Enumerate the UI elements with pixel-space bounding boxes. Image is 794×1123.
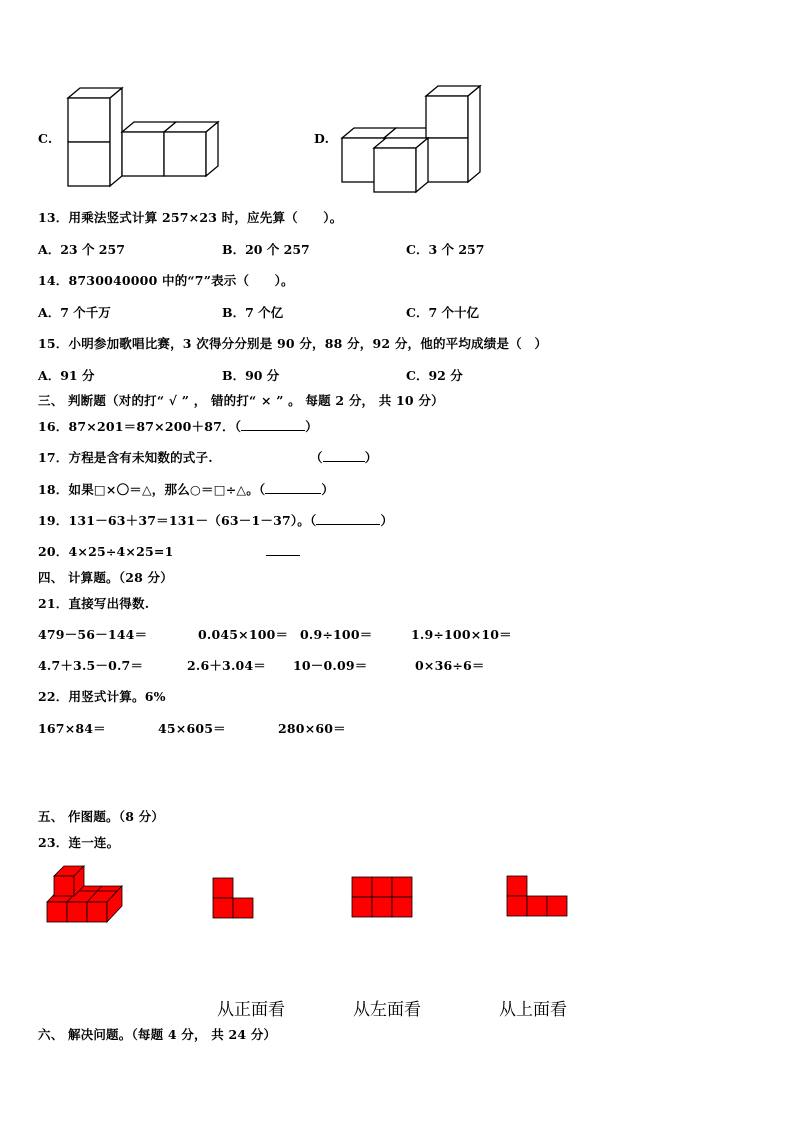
q13-option-b[interactable]: B．20 个 257 xyxy=(222,242,310,257)
q17-paren-open: （ xyxy=(310,450,323,465)
q18-answer-blank[interactable] xyxy=(265,481,321,494)
section-6-heading: 六、 解决问题。（每题 4 分， 共 24 分） xyxy=(38,1027,277,1042)
q16 xyxy=(38,417,318,435)
q21-stem: 21．直接写出得数. xyxy=(38,596,150,611)
q21-r2-c2: 2.6＋3.04＝ xyxy=(187,658,266,673)
q21-r2-c1: 4.7＋3.5－0.7＝ xyxy=(38,658,144,673)
q15-option-a[interactable]: A．91 分 xyxy=(38,368,95,383)
q22-item-1: 167×84＝ xyxy=(38,721,106,736)
q16-paren-close: ） xyxy=(305,419,318,434)
q21-r1-c2: 0.045×100＝ xyxy=(198,627,289,642)
q13-option-a[interactable]: A．23 个 257 xyxy=(38,242,125,257)
q18-text: 18．如果□×〇＝△，那么○＝□÷△。 xyxy=(38,482,259,497)
q22-item-3: 280×60＝ xyxy=(278,721,346,736)
q14-option-b[interactable]: B．7 个亿 xyxy=(222,305,284,320)
q16-answer-blank[interactable] xyxy=(241,418,305,431)
q21-r1-c4: 1.9÷100×10＝ xyxy=(411,627,512,642)
q18-paren-open: （ xyxy=(258,482,266,497)
q22-item-2: 45×605＝ xyxy=(158,721,226,736)
q23-view-left-label: 从左面看 xyxy=(353,1000,421,1020)
q15-option-c[interactable]: C．92 分 xyxy=(406,368,463,383)
q17-paren-close: ） xyxy=(364,450,378,465)
q20-answer-blank[interactable] xyxy=(266,543,300,556)
q15-stem: 15．小明参加歌唱比赛，3 次得分分别是 90 分，88 分，92 分，他的平均成绩是（ ） xyxy=(38,336,548,351)
q21-r1-c1: 479－56－144＝ xyxy=(38,627,148,642)
q23-view-front-label: 从正面看 xyxy=(217,1000,285,1020)
q19 xyxy=(38,511,393,529)
section-3-heading: 三、 判断题（对的打“ √ ” ， 错的打“ × ” 。 每题 2 分， 共 10 分） xyxy=(38,393,444,408)
q17-answer xyxy=(310,448,377,466)
q14-stem: 14．8730040000 中的“7”表示（ ）。 xyxy=(38,273,294,288)
q22-stem: 22．用竖式计算。6% xyxy=(38,689,166,704)
option-d-cube-figure xyxy=(338,84,498,194)
q17 xyxy=(38,448,213,466)
q19-paren-open: （ xyxy=(310,513,317,528)
q23-view-shape-3 xyxy=(506,875,570,917)
q16-paren-open: （ xyxy=(234,419,242,434)
q14-option-a[interactable]: A．7 个千万 xyxy=(38,305,111,320)
q16-text: 16．87×201＝87×200＋87． xyxy=(38,419,235,434)
q18-paren-close: ） xyxy=(321,482,335,497)
q15-option-b[interactable]: B．90 分 xyxy=(222,368,280,383)
q23-view-shape-1 xyxy=(212,877,256,919)
q21-r2-c4: 0×36÷6＝ xyxy=(415,658,485,673)
option-d-label: D. xyxy=(314,131,330,146)
q20 xyxy=(38,542,173,560)
option-c-cube-figure xyxy=(60,84,220,194)
q18 xyxy=(38,480,334,498)
section-4-heading: 四、 计算题。（28 分） xyxy=(38,570,173,585)
q23-view-top-label: 从上面看 xyxy=(499,1000,567,1020)
section-5-heading: 五、 作图题。（8 分） xyxy=(38,809,165,824)
q23-view-shape-2 xyxy=(351,876,413,918)
q19-text: 19．131－63＋37＝131－（63－1－37）。 xyxy=(38,513,311,528)
q19-paren-close: ） xyxy=(380,513,394,528)
q23-stem: 23．连一连。 xyxy=(38,835,120,850)
q14-option-c[interactable]: C．7 个十亿 xyxy=(406,305,479,320)
q21-r1-c3: 0.9÷100＝ xyxy=(300,627,373,642)
option-c-label: C. xyxy=(38,131,53,146)
q19-answer-blank[interactable] xyxy=(316,512,380,525)
q21-r2-c3: 10－0.09＝ xyxy=(293,658,368,673)
q17-text: 17．方程是含有未知数的式子. xyxy=(38,450,213,465)
q23-red-solid xyxy=(44,862,134,926)
q17-answer-blank[interactable] xyxy=(323,449,365,462)
q13-stem: 13．用乘法竖式计算 257×23 时，应先算（ ）。 xyxy=(38,210,343,225)
q13-option-c[interactable]: C．3 个 257 xyxy=(406,242,485,257)
q20-text: 20．4×25÷4×25=1 xyxy=(38,544,174,559)
